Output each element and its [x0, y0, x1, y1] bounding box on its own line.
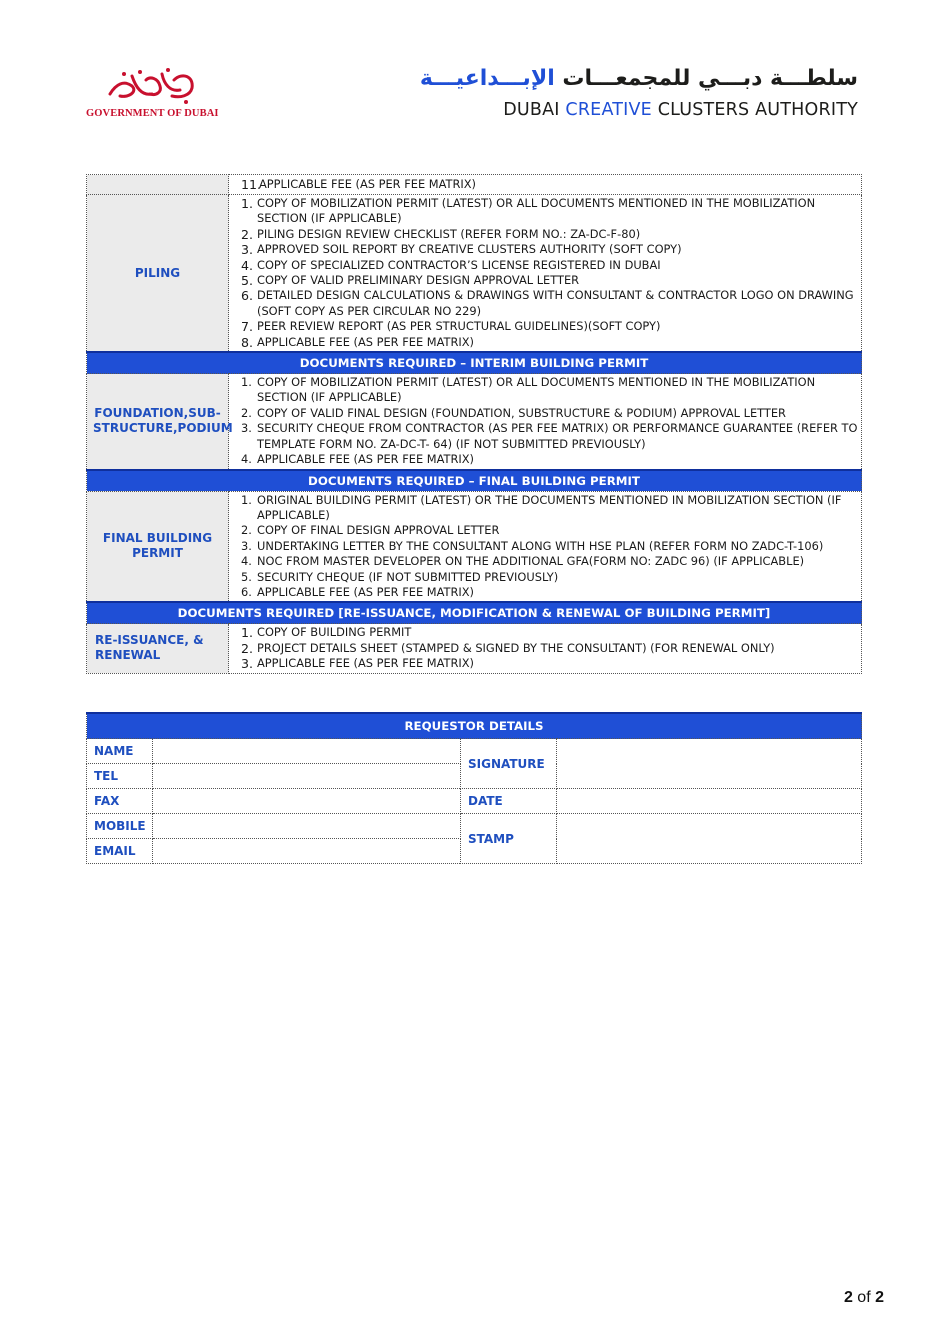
item-number: 5. [241, 273, 254, 289]
item-number: 1. [241, 196, 254, 211]
gov-logo-text: GOVERNMENT OF DUBAI [86, 108, 219, 119]
item-number: 5. [241, 569, 252, 584]
item-text: APPLICABLE FEE (AS PER FEE MATRIX) [257, 452, 474, 467]
item-number: 7. [241, 319, 254, 335]
signature-label: SIGNATURE [461, 739, 557, 789]
email-label: EMAIL [87, 839, 153, 864]
list-item [241, 554, 861, 569]
table-row-heading [87, 713, 862, 739]
items-cell [229, 175, 862, 195]
dcca-logo [419, 64, 858, 126]
item-text: APPLICABLE FEE (AS PER FEE MATRIX) [257, 656, 474, 671]
item-number: 1. [241, 375, 252, 390]
list-item [241, 288, 861, 319]
item-text: COPY OF VALID PRELIMINARY DESIGN APPROVAL LETTER [257, 273, 580, 288]
mobile-field[interactable] [153, 814, 461, 839]
stamp-field[interactable] [557, 814, 862, 864]
fax-field[interactable] [153, 789, 461, 814]
table-row-heading [87, 602, 862, 624]
empty-label-cell [87, 175, 229, 195]
list-item [241, 258, 861, 273]
item-text: COPY OF FINAL DESIGN APPROVAL LETTER [257, 523, 500, 538]
authority-name-arabic [420, 66, 858, 91]
items-cell [229, 624, 862, 673]
table-row [87, 814, 862, 839]
email-field[interactable] [153, 839, 461, 864]
table-row-final [87, 491, 862, 602]
list-item [241, 196, 861, 227]
list-item [241, 335, 861, 350]
item-text: APPLICABLE FEE (AS PER FEE MATRIX) [257, 334, 474, 349]
list-item [241, 570, 861, 585]
item-number: 11. [241, 176, 262, 192]
item-number: 2. [241, 523, 252, 538]
item-text: COPY OF VALID FINAL DESIGN (FOUNDATION, SUBSTRUCTURE & PODIUM) APPROVAL LETTER [257, 405, 786, 420]
date-field[interactable] [557, 789, 862, 814]
item-text: PROJECT DETAILS SHEET (STAMPED & SIGNED BY THE CONSULTANT) (FOR RENEWAL ONLY) [257, 640, 775, 655]
table-row-piling [87, 195, 862, 353]
item-text: UNDERTAKING LETTER BY THE CONSULTANT ALONG WITH HSE PLAN (REFER FORM NO ZADC-T-106) [257, 538, 824, 553]
name-field[interactable] [153, 739, 461, 764]
authority-english-part1: DUBAI [503, 100, 560, 120]
table-row-heading [87, 352, 862, 374]
dubai-calligraphy-icon [102, 66, 202, 106]
authority-english-part3: CLUSTERS AUTHORITY [657, 100, 858, 120]
authority-arabic-part2: الإبـــداعيـــة [419, 66, 555, 91]
item-text: ORIGINAL BUILDING PERMIT (LATEST) OR THE DOCUMENTS MENTIONED IN MOBILIZATION SECTION (IF APPLICABLE) [257, 492, 842, 522]
requestor-details-table [86, 712, 862, 864]
page-number [844, 1289, 884, 1307]
list-item [241, 585, 861, 600]
item-text: SECURITY CHEQUE FROM CONTRACTOR (AS PER FEE MATRIX) OR PERFORMANCE GUARANTEE (REFER TO TEMPLATE FORM NO. ZA-DC-T- 64) (IF NOT SUBMITTED PREVIOUSLY) [257, 421, 858, 451]
page-total: 2 [875, 1289, 884, 1306]
item-number: 2. [241, 226, 254, 242]
item-text: APPLICABLE FEE (AS PER FEE MATRIX) [259, 176, 476, 191]
authority-english-part2: CREATIVE [565, 100, 652, 120]
page-current: 2 [843, 1289, 853, 1306]
list-item [241, 319, 861, 334]
items-cell [229, 374, 862, 470]
list-item [241, 523, 861, 538]
section-heading-interim: DOCUMENTS REQUIRED – INTERIM BUILDING PERMIT [87, 352, 862, 374]
section-label-foundation: FOUNDATION,SUB-STRUCTURE,PODIUM [87, 374, 229, 470]
list-item [241, 656, 861, 671]
item-number: 6. [241, 288, 254, 304]
section-heading-reissuance: DOCUMENTS REQUIRED [RE-ISSUANCE, MODIFICATION & RENEWAL OF BUILDING PERMIT] [87, 602, 862, 624]
item-number: 3. [241, 421, 252, 436]
item-text: APPROVED SOIL REPORT BY CREATIVE CLUSTERS AUTHORITY (SOFT COPY) [257, 242, 682, 257]
item-text: PILING DESIGN REVIEW CHECKLIST (REFER FORM NO.: ZA-DC-F-80) [257, 226, 641, 241]
authority-arabic-part1: سلطـــة دبـــي للمجمعـــات [562, 66, 858, 91]
mobile-label: MOBILE [87, 814, 153, 839]
signature-field[interactable] [557, 739, 862, 789]
item-number: 2. [241, 640, 254, 656]
list-item [241, 406, 861, 421]
item-text: PEER REVIEW REPORT (AS PER STRUCTURAL GUIDELINES)(SOFT COPY) [257, 319, 661, 334]
item-text: APPLICABLE FEE (AS PER FEE MATRIX) [257, 584, 474, 599]
table-row [87, 789, 862, 814]
item-number: 3. [241, 656, 254, 672]
item-number: 4. [241, 554, 252, 569]
list-item [241, 539, 861, 554]
name-label: NAME [87, 739, 153, 764]
item-number: 6. [241, 584, 252, 599]
list-item [241, 242, 861, 257]
documents-required-table [86, 174, 862, 674]
tel-field[interactable] [153, 764, 461, 789]
item-number: 2. [241, 405, 252, 420]
government-of-dubai-logo [86, 66, 218, 122]
section-heading-final: DOCUMENTS REQUIRED – FINAL BUILDING PERMIT [87, 470, 862, 492]
list-item [241, 641, 861, 656]
list-item [241, 493, 861, 524]
list-item [241, 452, 861, 467]
page-sep: of [857, 1289, 871, 1306]
item-number: 4. [241, 452, 252, 467]
date-label: DATE [461, 789, 557, 814]
stamp-label: STAMP [461, 814, 557, 864]
list-item [241, 177, 861, 192]
items-cell [229, 195, 862, 353]
section-label-piling: PILING [87, 195, 229, 353]
item-number: 8. [241, 334, 254, 350]
requestor-details-heading: REQUESTOR DETAILS [87, 713, 862, 739]
table-row-interim [87, 374, 862, 470]
item-text: DETAILED DESIGN CALCULATIONS & DRAWINGS WITH CONSULTANT & CONTRACTOR LOGO ON DRAWING (SOFT COPY AS PER CIRCULAR NO 229) [257, 288, 854, 318]
table-row-reissuance [87, 624, 862, 673]
item-text: NOC FROM MASTER DEVELOPER ON THE ADDITIONAL GFA(FORM NO: ZADC 96) (IF APPLICABLE) [257, 554, 805, 569]
table-row [87, 175, 862, 195]
table-row-heading [87, 470, 862, 492]
authority-name-english [503, 100, 858, 120]
list-item [241, 625, 861, 640]
item-number: 3. [241, 538, 252, 553]
list-item [241, 227, 861, 242]
item-text: COPY OF SPECIALIZED CONTRACTOR’S LICENSE REGISTERED IN DUBAI [257, 257, 661, 272]
list-item [241, 421, 861, 452]
items-cell [229, 491, 862, 602]
list-item [241, 273, 861, 288]
item-number: 1. [241, 625, 254, 641]
item-text: COPY OF MOBILIZATION PERMIT (LATEST) OR ALL DOCUMENTS MENTIONED IN THE MOBILIZATION SECTION (IF APPLICABLE) [257, 196, 816, 226]
item-text: COPY OF MOBILIZATION PERMIT (LATEST) OR ALL DOCUMENTS MENTIONED IN THE MOBILIZATION SECTION (IF APPLICABLE) [257, 375, 816, 405]
item-number: 4. [241, 257, 254, 273]
section-label-final-building-permit: FINAL BUILDING PERMIT [87, 491, 229, 602]
item-text: COPY OF BUILDING PERMIT [257, 625, 412, 640]
item-number: 3. [241, 242, 254, 258]
item-text: SECURITY CHEQUE (IF NOT SUBMITTED PREVIOUSLY) [257, 569, 559, 584]
list-item [241, 375, 861, 406]
section-label-reissuance: RE-ISSUANCE, & RENEWAL [87, 624, 229, 673]
fax-label: FAX [87, 789, 153, 814]
table-row [87, 739, 862, 764]
tel-label: TEL [87, 764, 153, 789]
item-number: 1. [241, 492, 252, 507]
